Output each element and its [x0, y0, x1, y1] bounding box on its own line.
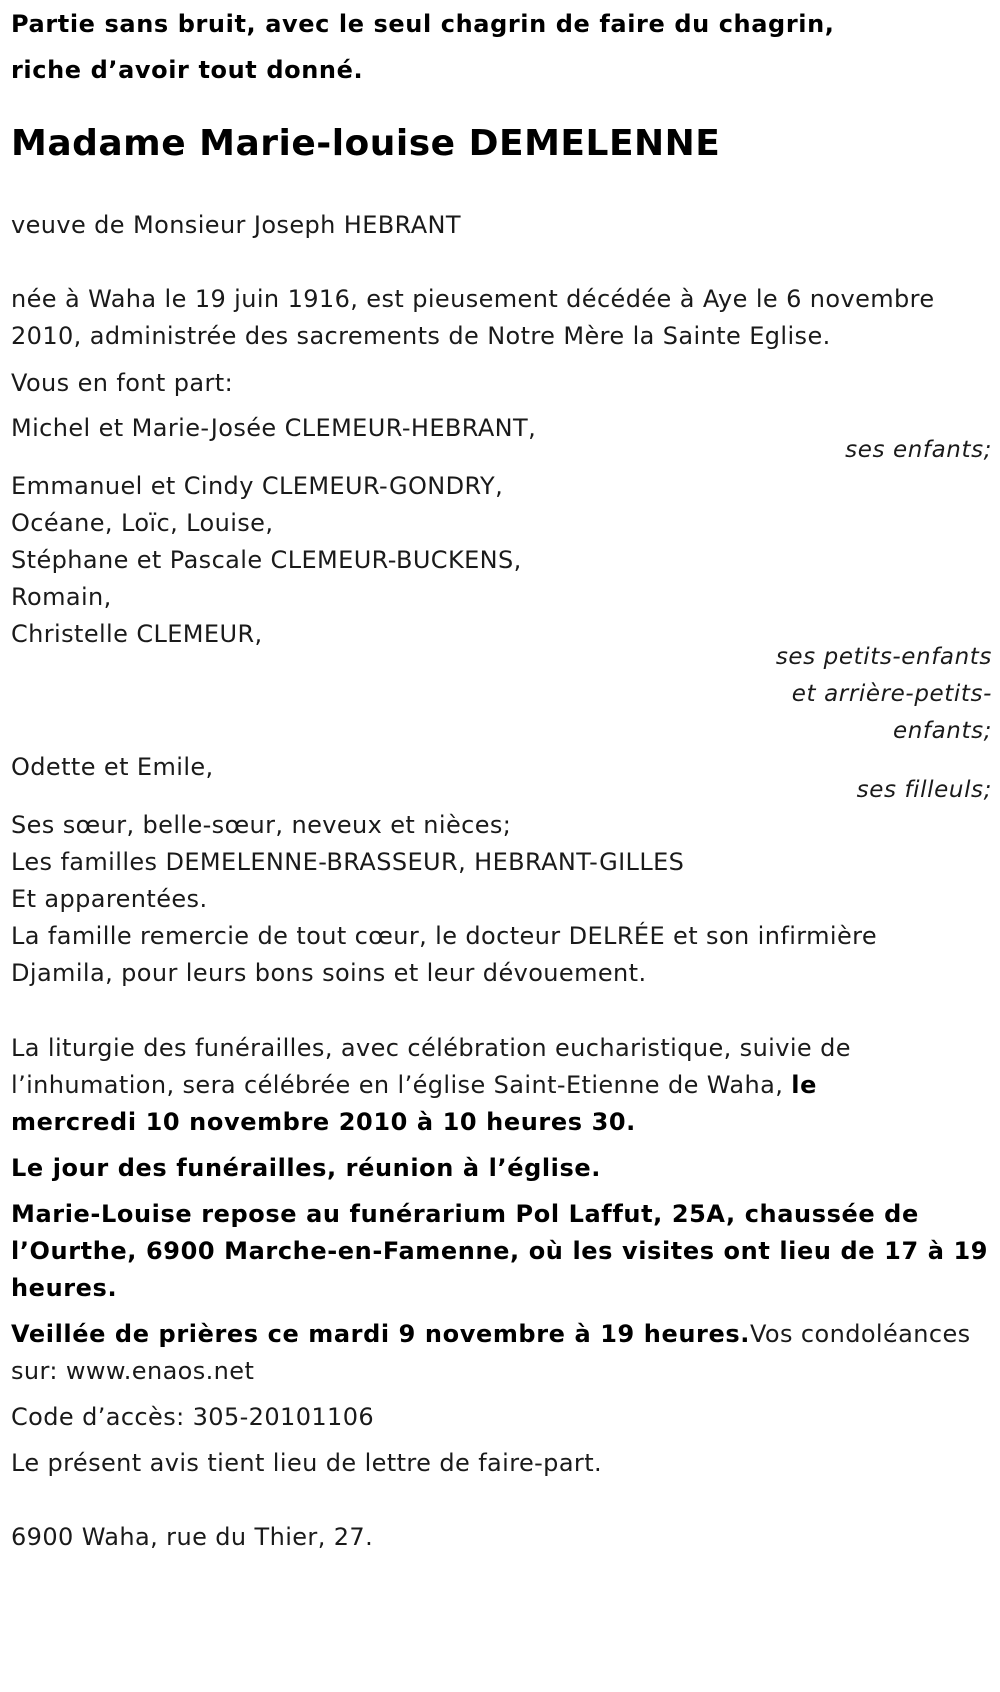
- rest-line-3: heures.: [11, 1274, 118, 1302]
- condolences-intro: Vos condoléances: [749, 1320, 971, 1348]
- condolences-link: sur: www.enaos.net: [11, 1357, 255, 1385]
- children-role: ses enfants;: [845, 437, 992, 463]
- grandchild-name: Christelle CLEMEUR,: [11, 620, 263, 648]
- grandchildren-role-line-2: et arrière-petits-: [791, 681, 992, 707]
- birth-death-line-2: 2010, administrée des sacrements de Notre Mère la Sainte Eglise.: [11, 322, 831, 350]
- liturgy-line-2-text: l’inhumation, sera célébrée en l’église Saint-Etienne de Waha,: [11, 1071, 792, 1099]
- liturgy-line-2-date-start: le: [791, 1071, 817, 1099]
- grandchild-name: Romain,: [11, 583, 112, 611]
- notice-text: Le présent avis tient lieu de lettre de faire-part.: [11, 1449, 603, 1477]
- birth-death-line-1: née à Waha le 19 juin 1916, est pieusement décédée à Aye le 6 novembre: [11, 285, 935, 313]
- access-code: Code d’accès: 305-20101106: [11, 1403, 375, 1431]
- deceased-name: Madame Marie-louise DEMELENNE: [11, 123, 721, 164]
- children-name: Michel et Marie-Josée CLEMEUR-HEBRANT,: [11, 414, 537, 442]
- grandchild-name: Océane, Loïc, Louise,: [11, 509, 274, 537]
- grandchildren-role-line-3: enfants;: [892, 718, 992, 744]
- rest-line-1: Marie-Louise repose au funérarium Pol Laffut, 25A, chaussée de: [11, 1200, 919, 1228]
- rest-line-2: l’Ourthe, 6900 Marche-en-Famenne, où les visites ont lieu de 17 à 19: [11, 1237, 989, 1265]
- liturgy-date: mercredi 10 novembre 2010 à 10 heures 30.: [11, 1108, 636, 1136]
- vigil-line: [11, 1320, 971, 1348]
- address: 6900 Waha, rue du Thier, 27.: [11, 1523, 374, 1551]
- godchildren-role: ses filleuls;: [856, 777, 992, 803]
- announcement-intro: Vous en font part:: [11, 369, 234, 397]
- epitaph-line-2: riche d’avoir tout donné.: [11, 56, 364, 84]
- grandchild-name: Emmanuel et Cindy CLEMEUR-GONDRY,: [11, 472, 504, 500]
- vigil-info: Veillée de prières ce mardi 9 novembre à 19 heures.: [11, 1320, 750, 1348]
- other-relatives-line: Les familles DEMELENNE-BRASSEUR, HEBRANT-GILLES: [11, 848, 685, 876]
- liturgy-line-1: La liturgie des funérailles, avec célébration eucharistique, suivie de: [11, 1034, 851, 1062]
- thanks-line-2: Djamila, pour leurs bons soins et leur dévouement.: [11, 959, 647, 987]
- godchildren-name: Odette et Emile,: [11, 753, 214, 781]
- liturgy-line-2: [11, 1071, 817, 1099]
- grandchild-name: Stéphane et Pascale CLEMEUR-BUCKENS,: [11, 546, 522, 574]
- other-relatives-line: Ses sœur, belle-sœur, neveux et nièces;: [11, 811, 512, 839]
- other-relatives-line: Et apparentées.: [11, 885, 208, 913]
- widow-of: veuve de Monsieur Joseph HEBRANT: [11, 211, 461, 239]
- epitaph-line-1: Partie sans bruit, avec le seul chagrin de faire du chagrin,: [11, 10, 835, 38]
- thanks-line-1: La famille remercie de tout cœur, le docteur DELRÉE et son infirmière: [11, 922, 878, 950]
- meeting-info: Le jour des funérailles, réunion à l’église.: [11, 1154, 601, 1182]
- grandchildren-role-line-1: ses petits-enfants: [775, 644, 992, 670]
